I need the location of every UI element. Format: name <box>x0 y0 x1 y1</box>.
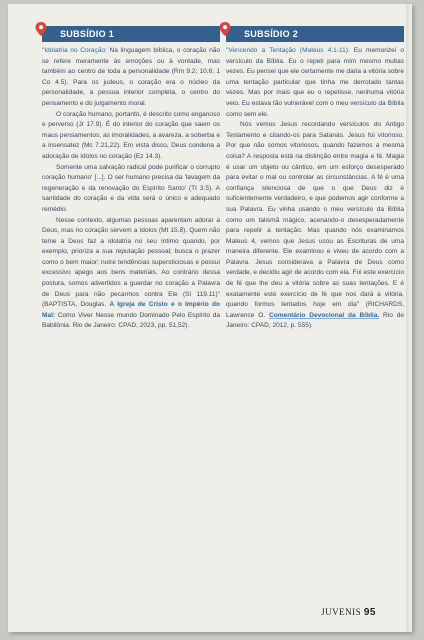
page-footer <box>321 607 376 618</box>
paragraph: O coração humano, portanto, é descrito como enganoso e perverso (Jr 17.9). É do interior do coração que saem os maus pensamentos, as imoralidades, a avareza, a soberba e a insensatez (Mc 7.21,22). Em vista disso, Deus condena a adoração de ídolos no coração (Ez 14.3). <box>42 110 220 160</box>
subsidio-1-body <box>42 46 220 332</box>
location-pin-icon <box>35 22 47 36</box>
citation-text: Rio de Janeiro: CPAD, 2012, p. 555). <box>226 311 404 330</box>
citation-text: Como Viver Nesse mundo Dominado Pelo Espírito da Babilônia. Rio de Janeiro: CPAD, 2023, pp. 51,52). <box>42 311 220 330</box>
location-pin-icon <box>219 22 231 36</box>
magazine-name: JUVENIS <box>321 607 362 617</box>
subsidio-2-header <box>226 26 404 42</box>
paragraph <box>226 46 404 120</box>
paragraph-text: Na linguagem bíblica, o coração não se refere meramente às emoções ou à vontade, mas também ao centro de toda a personalidade (Rm 9.2; 10.6; 1 Co 4.5). Para os judeus, o coração era o núcleo da personalidade, a pessoa interior completa, o centro do pensamento e do julgamento moral. <box>42 47 221 107</box>
subsidio-2-title: SUBSÍDIO 2 <box>244 29 299 39</box>
quote-heading: "Vencendo a Tentação (Mateus 4.1-11): <box>226 47 350 54</box>
book-title: Comentário Devocional da Bíblia. <box>269 311 380 319</box>
subsidio-2-column <box>226 26 404 332</box>
paragraph <box>42 216 220 333</box>
quote-heading: "Idolatria no Coração: <box>42 47 107 54</box>
subsidio-2-body <box>226 46 404 332</box>
paragraph-text: Eu memorizei o versículo da Bíblia. Eu o repeti para mim mesmo muitas vezes. Eu pensei que ele certamente me daria a vitória sobre uma tentação particular que tinha me derrotado tantas vezes. Mas por mais que eu o repetisse, nenhuma vitória veio. Eu estava tão vulnerável com o meu versículo da Bíblia como sem ele. <box>226 47 404 118</box>
page-edge <box>406 4 412 632</box>
paragraph-text: Nós vemos Jesus recordando versículos do Antigo Testamento e citando-os para Satanás. Jesus foi vitorioso. Por que não somos vitoriosos, quando fazemos a mesma coisa? A resposta está na distinção entre magia e fé. Magia é usar um objeto ou cântico, em um esforço desesperado para evitar o mal ou controlar as circunstâncias. A fé é uma confiança silenciosa de que o que Deus diz é suficientemente verdadeiro, e que podemos agir conforme a sua Palavra. Eu vinha usando o meu versículo da Bíblia como um talismã mágico, acenando-o desesperadamente para repelir a tentação. Mas quando nós examinamos Mateus 4, vemos que Jesus usou as Escrituras de uma maneira diferente. Ele examinou e viveu de acordo com a Palavra. Jesus considerava a Palavra de Deus como verdade, e decidiu agir de acordo com ela. Foi este exercício de fé que lhe deu a vitória sobre as suas tentações. E é exatamente este exercício de fé que nos dará a vitória, quando formos tentados hoje em dia" (RICHARDS, Lawrence O. <box>226 121 404 319</box>
paragraph: Somente uma salvação radical pode purificar o corrupto coração humano' [...]. O ser humano precisa da 'lavagem da regeneração e da renovação do Espírito Santo' (Tt 3.5). A santidade do coração e da vida será o único e adequado remédio. <box>42 163 220 213</box>
subsidio-1-column <box>42 26 220 332</box>
book-title: A Igreja de Cristo e o Império do Mal: <box>42 301 220 319</box>
paragraph <box>42 46 220 110</box>
subsidio-1-header <box>42 26 220 42</box>
magazine-page <box>8 4 412 632</box>
paragraph-text: Nesse contexto, algumas pessoas aparentam adorar a Deus, mas no coração servem a ídolos (Mt 15.8). Quem não teme a Deus faz a idolatria no seu íntimo quando, por exemplo, prioriza a sua reputação pessoal; busca o prazer como o bem maior; nutre tendências supersticiosas e possui excessivo apego aos bens materiais. Ao contrário dessa postura, somos advertidos a guardar no coração a Palavra de Deus para não pecarmos contra Ele (Sl 119.11)" (BAPTISTA, Douglas. <box>42 216 220 309</box>
subsidio-1-title: SUBSÍDIO 1 <box>60 29 115 39</box>
paragraph <box>226 120 404 332</box>
page-number: 95 <box>363 607 376 618</box>
